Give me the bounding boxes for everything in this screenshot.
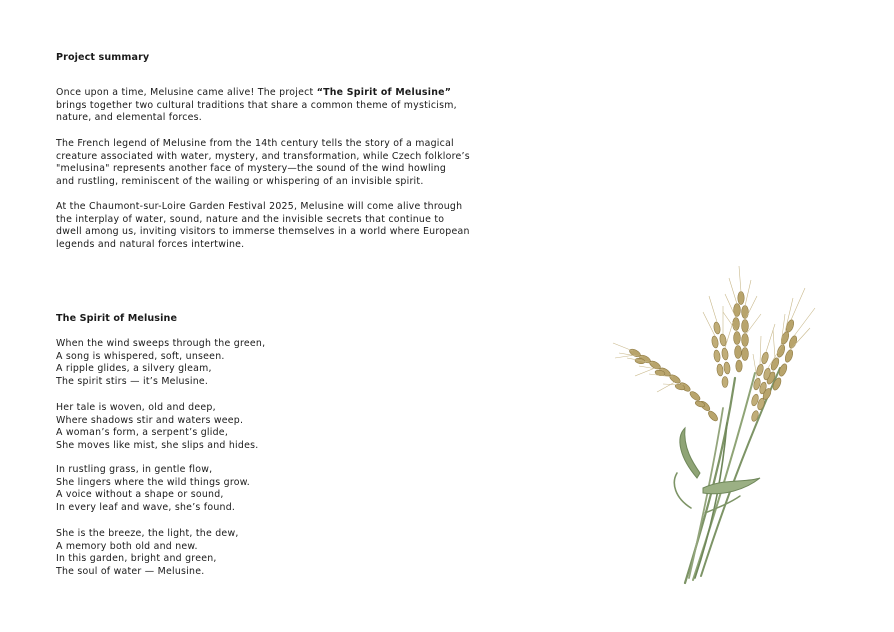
poem-line: Her tale is woven, old and deep,	[56, 402, 216, 413]
poem-line: A voice without a shape or sound,	[56, 489, 224, 501]
paragraph-2-line: creature associated with water, mystery, and transformation, while Czech folklore’s	[56, 150, 470, 162]
summary-paragraph-2	[56, 138, 476, 188]
poem-stanza-1	[56, 338, 265, 388]
wheat-ear-center	[733, 292, 749, 373]
paragraph-3-line: dwell among us, inviting visitors to immerse themselves in a world where European	[56, 226, 470, 238]
poem-stanza-3	[56, 464, 250, 514]
paragraph-2-line: "melusina" represents another face of mystery—the sound of the wind howling	[56, 163, 447, 175]
summary-paragraph-3	[56, 201, 476, 251]
poem-line: Where shadows stir and waters weep.	[56, 414, 244, 426]
poem-line: When the wind sweeps through the green,	[56, 338, 266, 349]
wheat-ear-left	[628, 348, 719, 423]
summary-heading: Project summary	[56, 52, 150, 63]
poem-line: In this garden, bright and green,	[56, 553, 217, 565]
poem-title: The Spirit of Melusine	[56, 313, 178, 324]
paragraph-1-line-1	[56, 87, 476, 100]
wheat-sheaf-icon	[605, 258, 825, 598]
wheat-ear-mid-left	[711, 322, 731, 388]
poem-stanza-4	[56, 528, 239, 578]
project-title-bold: “The Spirit of Melusine”	[316, 87, 452, 98]
poem-line: In rustling grass, in gentle flow,	[56, 464, 213, 475]
paragraph-3-line: legends and natural forces intertwine.	[56, 238, 245, 250]
poem-line: She moves like mist, she slips and hides.	[56, 439, 259, 451]
paragraph-3-line: the interplay of water, sound, nature and the invisible secrets that continue to	[56, 213, 445, 225]
paragraph-1-intro-text: Once upon a time, Melusine came alive! The project	[56, 87, 317, 98]
poem-line: A memory both old and new.	[56, 540, 198, 552]
poem-line: She is the breeze, the light, the dew,	[56, 528, 239, 539]
poem-line: A woman’s form, a serpent’s glide,	[56, 427, 229, 439]
paragraph-1-line-3: nature, and elemental forces.	[56, 112, 203, 124]
poem-line: A ripple glides, a silvery gleam,	[56, 363, 212, 375]
paragraph-3-line: At the Chaumont-sur-Loire Garden Festival 2025, Melusine will come alive through	[56, 201, 463, 212]
paragraph-2-line: The French legend of Melusine from the 14th century tells the story of a magical	[56, 138, 454, 149]
poem-line: The spirit stirs — it’s Melusine.	[56, 375, 209, 387]
poem-stanza-2	[56, 402, 258, 452]
paragraph-2-line: and rustling, reminiscent of the wailing or whispering of an invisible spirit.	[56, 175, 424, 187]
summary-paragraph-1	[56, 87, 476, 125]
paragraph-1-line-2: brings together two cultural traditions that share a common theme of mysticism,	[56, 99, 457, 111]
poem-line: A song is whispered, soft, unseen.	[56, 350, 225, 362]
poem-line: She lingers where the wild things grow.	[56, 476, 251, 488]
poem-line: In every leaf and wave, she’s found.	[56, 501, 236, 513]
poem-line: The soul of water — Melusine.	[56, 565, 205, 577]
